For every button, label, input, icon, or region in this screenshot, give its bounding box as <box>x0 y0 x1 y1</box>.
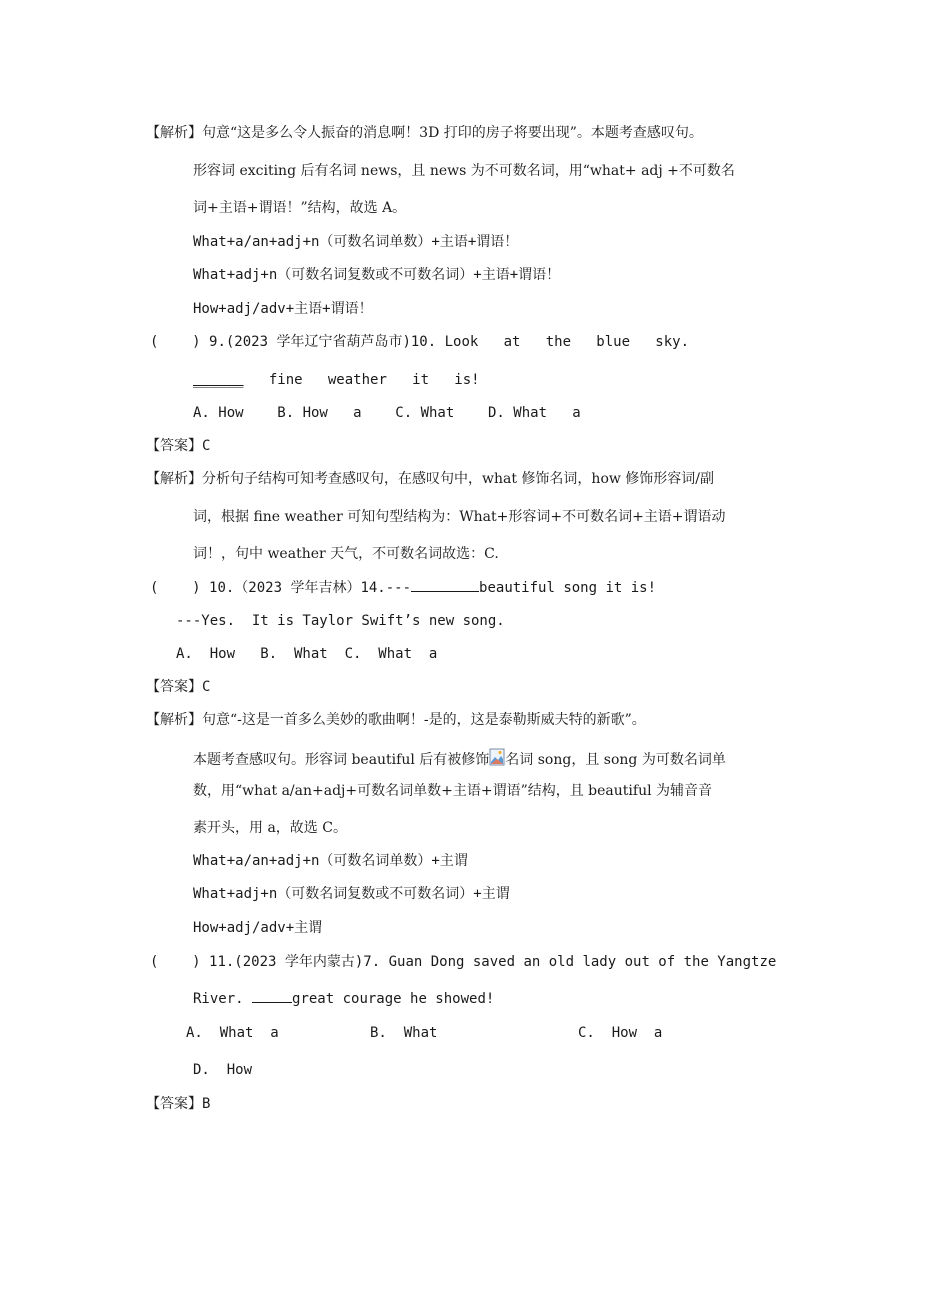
q11-option-d: D. How <box>193 1062 253 1078</box>
q11-line-2: River. great courage he showed! <box>193 991 495 1007</box>
q10-analysis-line-4: 素开头，用 a，故选 C。 <box>193 820 347 836</box>
q11-option-b: B. What <box>370 1025 438 1041</box>
answer-blank <box>411 579 479 592</box>
q11-option-a: A. What a <box>186 1025 279 1041</box>
q11-stem: ( ) 11.(2023 学年内蒙古)7. Guan Dong saved an old lady out of the Yangtze <box>150 954 777 970</box>
q10-analysis-line-2: 本题考查感叹句。形容词 beautiful 后有被修饰 名词 song，且 song 为可数名词单 <box>193 748 726 769</box>
broken-image-icon <box>489 748 505 766</box>
q9-answer: 【答案】C <box>146 438 211 454</box>
q10-stem: ( ) 10.（2023 学年吉林）14.--- beautiful song it is! <box>150 580 657 596</box>
q9-line-2: ______ fine weather it is! <box>193 372 480 388</box>
q10-rule-2: What+adj+n（可数名词复数或不可数名词）+主谓 <box>193 886 510 902</box>
q10-rule-1: What+a/an+adj+n（可数名词单数）+主谓 <box>193 853 468 869</box>
q11-option-c: C. How a <box>578 1025 663 1041</box>
q8-rule-1: What+a/an+adj+n（可数名词单数）+主语+谓语！ <box>193 234 519 250</box>
answer-blank <box>252 990 292 1003</box>
answer-paren: ( ) <box>150 580 201 596</box>
q8-rule-3: How+adj/adv+主语+谓语！ <box>193 301 373 317</box>
q11-answer: 【答案】B <box>146 1096 211 1112</box>
q10-answer: 【答案】C <box>146 679 211 695</box>
q10-analysis-line-3: 数，用“what a/an+adj+可数名词单数+主语+谓语”结构，且 beautiful 为辅音音 <box>193 783 713 799</box>
answer-paren: ( ) <box>150 334 201 350</box>
q10-rule-3: How+adj/adv+主谓 <box>193 920 323 936</box>
q8-rule-2: What+adj+n（可数名词复数或不可数名词）+主语+谓语！ <box>193 267 561 283</box>
q9-analysis-line-3: 词！，句中 weather 天气，不可数名词故选：C. <box>193 546 499 562</box>
q10-line-2: ---Yes. It is Taylor Swift’s new song. <box>176 613 505 629</box>
q9-options: A. How B. How a C. What D. What a <box>193 405 581 421</box>
q10-analysis-line-1: 【解析】句意“-这是一首多么美妙的歌曲啊！-是的，这是泰勒斯威夫特的新歌”。 <box>146 712 646 728</box>
q8-analysis-line-2: 形容词 exciting 后有名词 news，且 news 为不可数名词，用“what+ adj +不可数名 <box>193 163 735 179</box>
q8-analysis-line-1: 【解析】句意“这是多么令人振奋的消息啊！3D 打印的房子将要出现”。本题考查感叹句。 <box>146 125 703 141</box>
answer-paren: ( ) <box>150 954 201 970</box>
q10-options: A. How B. What C. What a <box>176 646 438 662</box>
q9-analysis-line-2: 词，根据 fine weather 可知句型结构为：What+形容词+不可数名词+主语+谓语动 <box>193 509 726 525</box>
q9-analysis-line-1: 【解析】分析句子结构可知考查感叹句，在感叹句中，what 修饰名词，how 修饰形容词/副 <box>146 471 715 487</box>
answer-blank: ______ <box>193 372 244 388</box>
q8-analysis-line-3: 词+主语+谓语！”结构，故选 A。 <box>193 200 407 216</box>
q9-stem: ( ) 9.(2023 学年辽宁省葫芦岛市)10. Look at the blue sky. <box>150 334 690 350</box>
